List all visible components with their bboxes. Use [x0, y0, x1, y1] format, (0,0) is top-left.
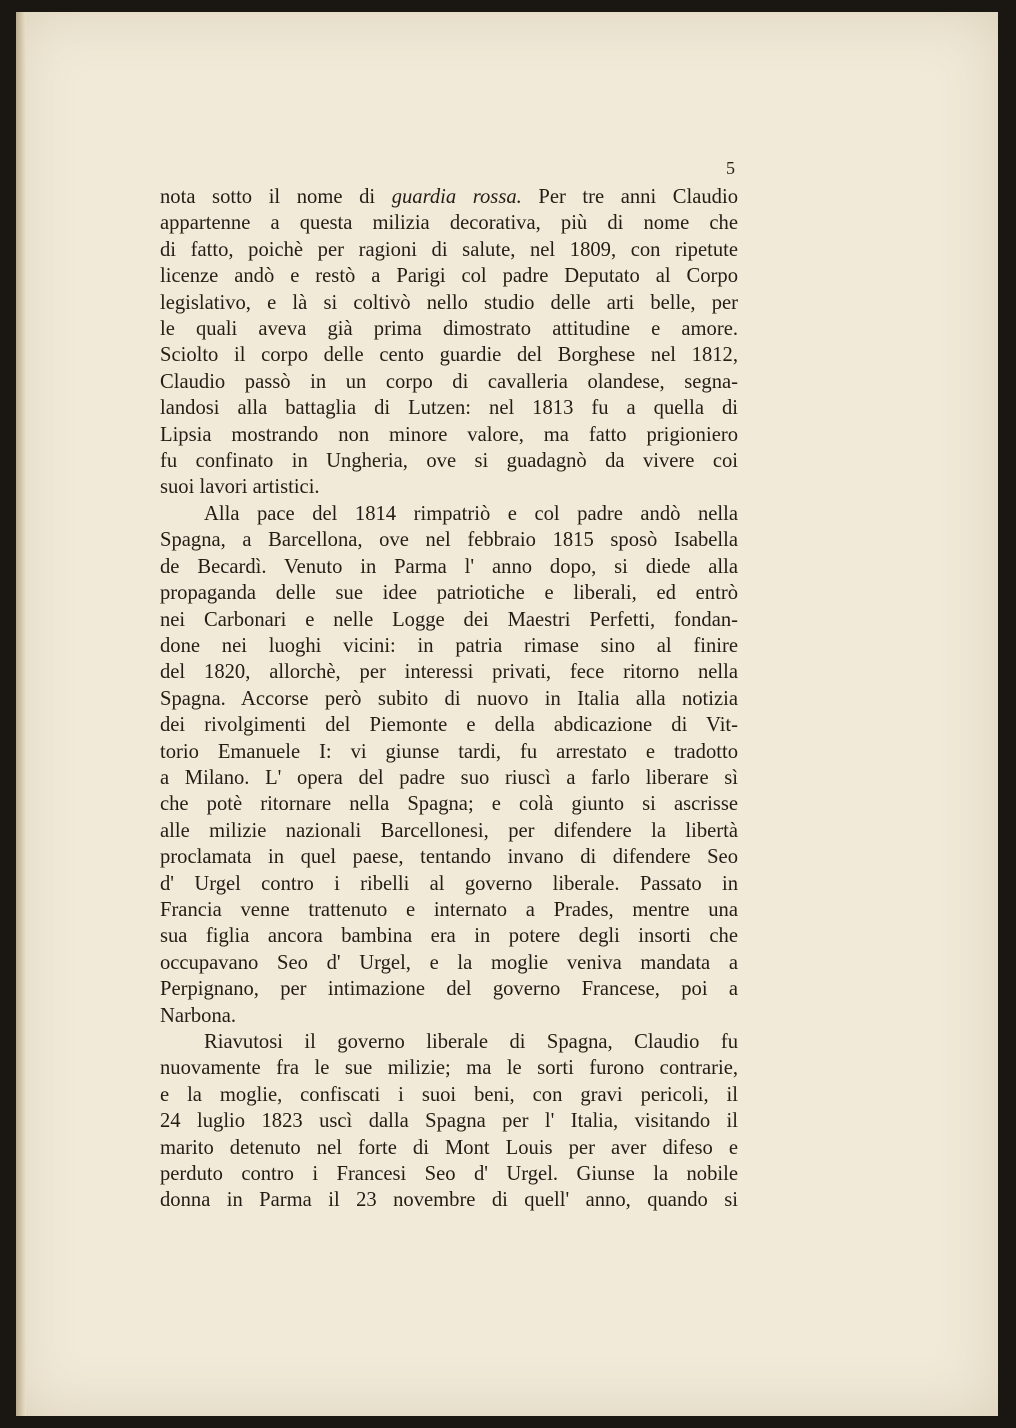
text-line: Claudio passò in un corpo di cavalleria olandese, segna- — [160, 370, 738, 393]
text-line: e la moglie, confiscati i suoi beni, con gravi pericoli, il — [160, 1083, 738, 1106]
text-line: proclamata in quel paese, tentando invano di difendere Seo — [160, 846, 738, 869]
text-line: occupavano Seo d' Urgel, e la moglie veniva mandata a — [160, 951, 738, 974]
text-line: 24 luglio 1823 uscì dalla Spagna per l' Italia, visitando il — [160, 1110, 738, 1133]
page-number: 5 — [726, 158, 735, 178]
text-line: di fatto, poichè per ragioni di salute, nel 1809, con ripetute — [160, 238, 738, 261]
text-line: sua figlia ancora bambina era in potere degli insorti che — [160, 925, 738, 948]
text-line: Sciolto il corpo delle cento guardie del Borghese nel 1812, — [160, 344, 738, 367]
text-line: marito detenuto nel forte di Mont Louis per aver difeso e — [160, 1136, 738, 1159]
text-line: legislativo, e là si coltivò nello studio delle arti belle, per — [160, 291, 738, 314]
text-line: d' Urgel contro i ribelli al governo liberale. Passato in — [160, 872, 738, 895]
text-line: Spagna. Accorse però subito di nuovo in Italia alla notizia — [160, 687, 738, 710]
paragraph-last-line: Narbona. — [160, 1004, 237, 1027]
text-line: nei Carbonari e nelle Logge dei Maestri Perfetti, fondan- — [160, 608, 738, 631]
text-line: done nei luoghi vicini: in patria rimase sino al finire — [160, 634, 738, 657]
text-line: Francia venne trattenuto e internato a Prades, mentre una — [160, 898, 738, 921]
book-page — [16, 12, 998, 1416]
text-line: propaganda delle sue idee patriotiche e liberali, ed entrò — [160, 582, 738, 605]
text-line: dei rivolgimenti del Piemonte e della abdicazione di Vit- — [160, 714, 738, 737]
text-line: Spagna, a Barcellona, ove nel febbraio 1815 sposò Isabella — [160, 529, 738, 552]
text-line: fu confinato in Ungheria, ove si guadagnò da vivere coi — [160, 450, 738, 473]
text-line: a Milano. L' opera del padre suo riuscì a farlo liberare sì — [160, 766, 738, 789]
text-line: perduto contro i Francesi Seo d' Urgel. Giunse la nobile — [160, 1163, 738, 1186]
text-line: landosi alla battaglia di Lutzen: nel 1813 fu a quella di — [160, 397, 738, 420]
text-line: torio Emanuele I: vi giunse tardi, fu arrestato e tradotto — [160, 740, 738, 763]
text-line: del 1820, allorchè, per interessi privati, fece ritorno nella — [160, 661, 738, 684]
text-line: nuovamente fra le sue milizie; ma le sorti furono contrarie, — [160, 1057, 738, 1080]
text-line: che potè ritornare nella Spagna; e colà giunto si ascrisse — [160, 793, 738, 816]
text-line: alle milizie nazionali Barcellonesi, per difendere la libertà — [160, 819, 738, 842]
italic-term: guardia rossa. — [391, 186, 522, 208]
text-segment: nota sotto il nome di — [160, 186, 392, 208]
text-segment: Per tre anni Claudio — [521, 186, 739, 208]
paragraph-first-line: Alla pace del 1814 rimpatriò e col padre andò nella — [204, 502, 738, 525]
text-line: donna in Parma il 23 novembre di quell' anno, quando si — [160, 1189, 738, 1212]
text-line: de Becardì. Venuto in Parma l' anno dopo, si diede alla — [160, 555, 738, 578]
page-gutter — [16, 12, 26, 1416]
text-line: Perpignano, per intimazione del governo Francese, poi a — [160, 978, 738, 1001]
text-line: Lipsia mostrando non minore valore, ma fatto prigioniero — [160, 423, 738, 446]
paragraph-first-line: Riavutosi il governo liberale di Spagna, Claudio fu — [204, 1031, 738, 1053]
text-line: licenze andò e restò a Parigi col padre Deputato al Corpo — [160, 265, 738, 288]
body-text — [160, 184, 738, 1214]
text-line: le quali aveva già prima dimostrato attitudine e amore. — [160, 318, 738, 341]
text-line — [160, 184, 738, 210]
paragraph-last-line: suoi lavori artistici. — [160, 476, 320, 499]
text-line: appartenne a questa milizia decorativa, più di nome che — [160, 212, 738, 235]
